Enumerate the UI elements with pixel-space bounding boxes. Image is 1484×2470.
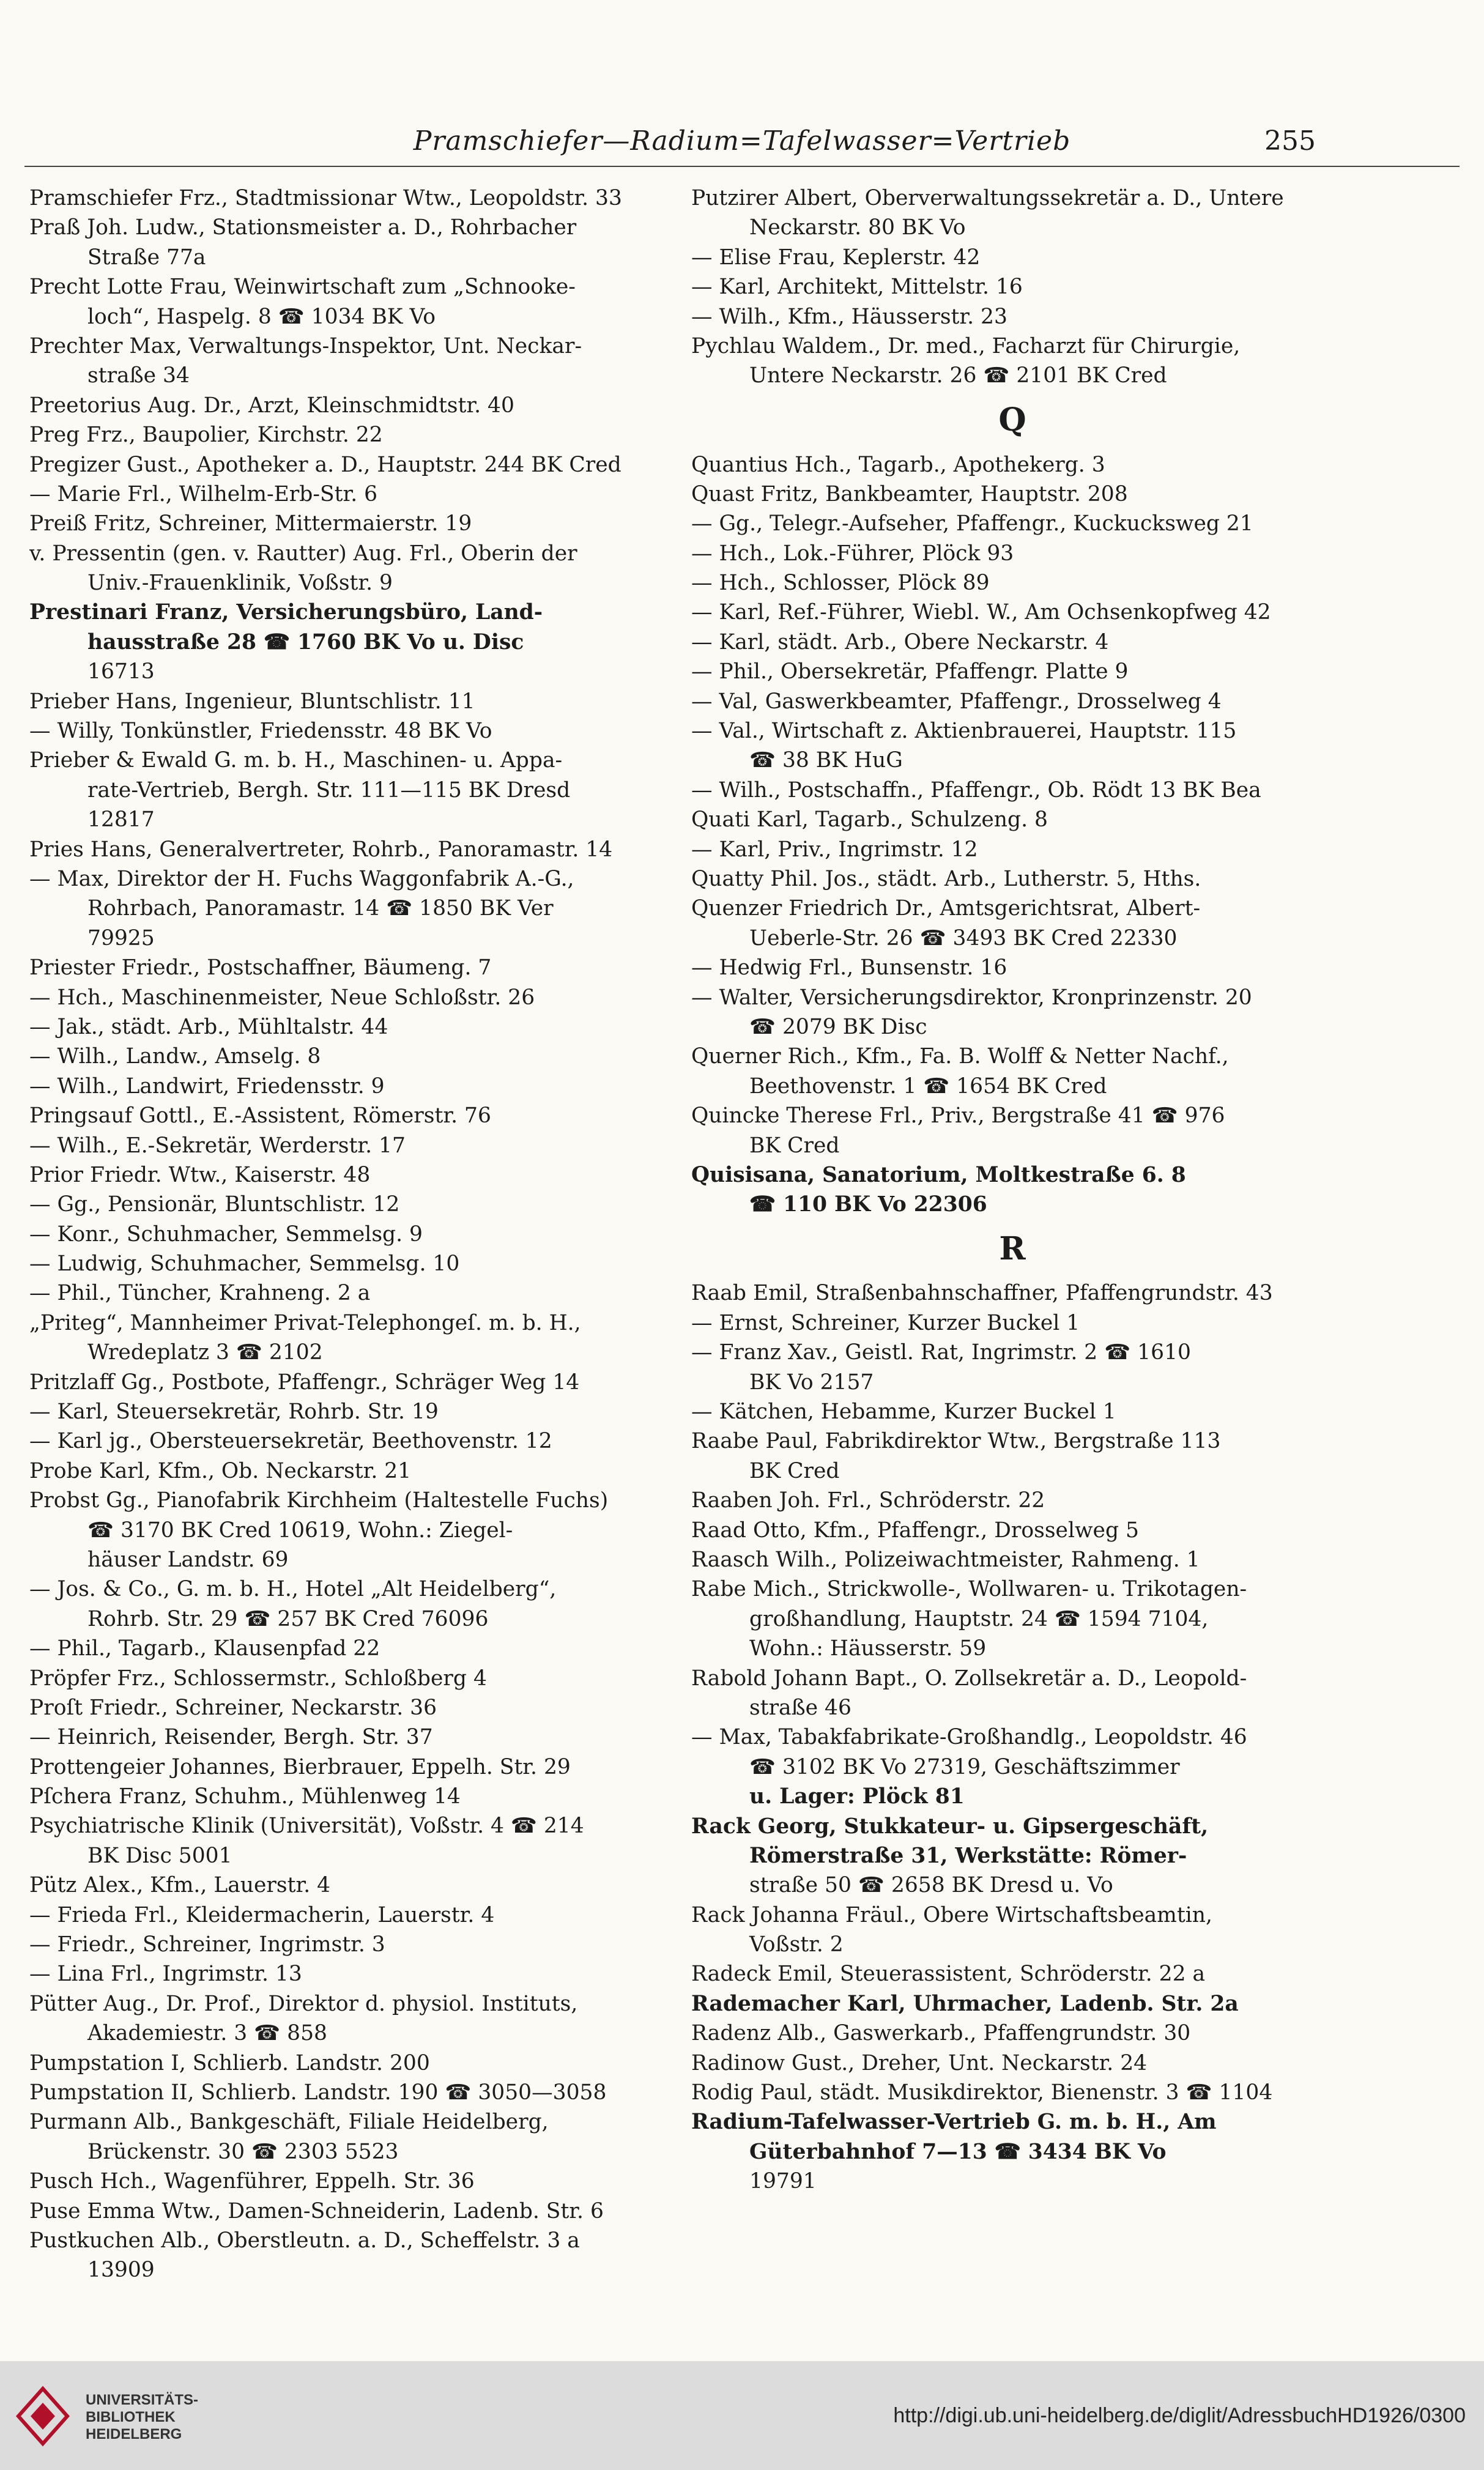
directory-entry-line: rate-Vertrieb, Bergh. Str. 111—115 BK Dresd — [87, 777, 571, 803]
directory-entry-line: Precht Lotte Frau, Weinwirtschaft zum „Schnooke- — [29, 275, 576, 300]
directory-entry-line: Prottengeier Johannes, Bierbrauer, Eppelh. Str. 29 — [29, 1754, 571, 1779]
directory-entry-line: u. Lager: Plöck 81 — [749, 1784, 965, 1809]
directory-entry-line: Ueberle-Str. 26 ☎ 3493 BK Cred 22330 — [749, 925, 1178, 951]
directory-entry-line: Prestinari Franz, Versicherungsbüro, Land- — [29, 600, 543, 625]
directory-entry-line: — Karl, Priv., Ingrimstr. 12 — [691, 837, 978, 862]
directory-entry-line: Pychlau Waldem., Dr. med., Facharzt für Chirurgie, — [691, 333, 1241, 358]
directory-entry-line: Raasch Wilh., Polizeiwachtmeister, Rahmeng. 1 — [691, 1548, 1200, 1572]
directory-entry-line: Radeck Emil, Steuerassistent, Schröderstr. 22 a — [691, 1962, 1206, 1987]
directory-entry-line: Neckarstr. 80 BK Vo — [749, 215, 966, 240]
directory-entry-line: Pritzlaff Gg., Postbote, Pfaffengr., Schräger Weg 14 — [29, 1370, 580, 1395]
directory-entry-line: ☎ 3170 BK Cred 10619, Wohn.: Ziegel- — [87, 1518, 513, 1543]
directory-entry-line: BK Cred — [749, 1458, 840, 1483]
directory-entry-line: Univ.-Frauenklinik, Voßstr. 9 — [87, 571, 393, 596]
directory-entry-line: Brückenstr. 30 ☎ 2303 5523 — [87, 2139, 399, 2164]
directory-entry-line: — Wilh., Landwirt, Friedensstr. 9 — [29, 1074, 385, 1099]
directory-entry-line: — Wilh., Postschaffn., Pfaffengr., Ob. Rödt 13 BK Bea — [691, 777, 1261, 803]
directory-entry-line: 12817 — [87, 807, 155, 833]
directory-entry-line: Pringsauf Gottl., E.-Assistent, Römerstr. 76 — [29, 1103, 491, 1129]
directory-entry-line: Rohrb. Str. 29 ☎ 257 BK Cred 76096 — [87, 1606, 489, 1631]
directory-entry-line: — Gg., Pensionär, Bluntschlistr. 12 — [29, 1192, 400, 1217]
directory-entry-line: — Elise Frau, Keplerstr. 42 — [691, 245, 981, 270]
directory-entry-line: 79925 — [87, 925, 155, 951]
directory-entry-line: häuser Landstr. 69 — [87, 1547, 289, 1572]
directory-entry-line: ☎ 110 BK Vo 22306 — [749, 1192, 987, 1217]
directory-entry-line: — Karl jg., Obersteuersekretär, Beethovenstr. 12 — [29, 1429, 552, 1454]
footer-bar — [0, 2361, 1484, 2470]
directory-entry-line: — Karl, Ref.-Führer, Wiebl. W., Am Ochsenkopfweg 42 — [691, 600, 1271, 625]
directory-entry-line: — Karl, Steuersekretär, Rohrb. Str. 19 — [29, 1400, 439, 1425]
page-number: 255 — [1264, 125, 1316, 157]
directory-entry-line: Rack Johanna Fräul., Obere Wirtschaftsbeamtin, — [691, 1902, 1212, 1927]
directory-entry-line: Probe Karl, Kfm., Ob. Neckarstr. 21 — [29, 1458, 412, 1483]
directory-entry-line: Praß Joh. Ludw., Stationsmeister a. D., Rohrbacher — [29, 215, 577, 240]
directory-entry-line: Purmann Alb., Bankgeschäft, Filiale Heidelberg, — [29, 2110, 549, 2135]
directory-entry-line: großhandlung, Hauptstr. 24 ☎ 1594 7104, — [749, 1606, 1209, 1631]
directory-entry-line: — Jos. & Co., G. m. b. H., Hotel „Alt Heidelberg“, — [29, 1577, 557, 1602]
directory-entry-line: Pumpstation I, Schlierb. Landstr. 200 — [29, 2050, 430, 2075]
directory-entry-line: Raaben Joh. Frl., Schröderstr. 22 — [691, 1488, 1045, 1513]
directory-entry-line: Wohn.: Häusserstr. 59 — [749, 1636, 987, 1661]
directory-entry-line: — Max, Direktor der H. Fuchs Waggonfabrik A.-G., — [29, 866, 574, 891]
directory-entry-line: — Jak., städt. Arb., Mühltalstr. 44 — [29, 1014, 388, 1039]
directory-entry-line: Radenz Alb., Gaswerkarb., Pfaffengrundstr. 30 — [691, 2021, 1191, 2046]
directory-entry-line: Prechter Max, Verwaltungs-Inspektor, Unt. Neckar- — [29, 333, 582, 358]
directory-entry-line: — Gg., Telegr.-Aufseher, Pfaffengr., Kuckucksweg 21 — [691, 511, 1253, 536]
directory-entry-line: Priester Friedr., Postschaffner, Bäumeng. 7 — [29, 955, 492, 981]
directory-entry-line: Proſt Friedr., Schreiner, Neckarstr. 36 — [29, 1695, 437, 1720]
directory-entry-line: Prior Friedr. Wtw., Kaiserstr. 48 — [29, 1162, 371, 1187]
directory-entry-line: Pröpfer Frz., Schlossermstr., Schloßberg 4 — [29, 1666, 487, 1691]
directory-entry-line: Radium-Tafelwasser-Vertrieb G. m. b. H., Am — [691, 2110, 1217, 2135]
directory-entry-line: Quatty Phil. Jos., städt. Arb., Lutherstr. 5, Hths. — [691, 867, 1201, 891]
library-line-2: BIBLIOTHEK — [86, 2409, 176, 2425]
directory-entry-line: Voßstr. 2 — [749, 1932, 844, 1957]
directory-entry-line: straße 46 — [749, 1695, 851, 1720]
directory-entry-line: 16713 — [87, 659, 155, 684]
directory-entry-line: 19791 — [749, 2169, 817, 2194]
directory-entry-line: Rabe Mich., Strickwolle-, Wollwaren- u. Trikotagen- — [691, 1577, 1247, 1602]
directory-entry-line: Römerstraße 31, Werkstätte: Römer- — [749, 1843, 1187, 1868]
directory-entry-line: BK Vo 2157 — [749, 1370, 874, 1395]
directory-entry-line: — Ludwig, Schuhmacher, Semmelsg. 10 — [29, 1252, 460, 1277]
directory-entry-line: Pumpstation II, Schlierb. Landstr. 190 ☎ 3050—3058 — [29, 2080, 607, 2105]
directory-entry-line: Puse Emma Wtw., Damen-Schneiderin, Ladenb. Str. 6 — [29, 2198, 604, 2223]
directory-entry-line: Güterbahnhof 7—13 ☎ 3434 BK Vo — [749, 2139, 1167, 2164]
directory-entry-line: Untere Neckarstr. 26 ☎ 2101 BK Cred — [749, 363, 1167, 388]
directory-entry-line: Quantius Hch., Tagarb., Apothekerg. 3 — [691, 452, 1105, 477]
directory-entry-line: — Ernst, Schreiner, Kurzer Buckel 1 — [691, 1310, 1080, 1335]
directory-entry-line: Radinow Gust., Dreher, Unt. Neckarstr. 24 — [691, 2050, 1148, 2075]
library-line-1: UNIVERSITÄTS- — [86, 2392, 199, 2408]
directory-entry-line: — Wilh., Kfm., Häusserstr. 23 — [691, 304, 1007, 329]
directory-entry-line: — Karl, städt. Arb., Obere Neckarstr. 4 — [691, 629, 1109, 655]
directory-entry-line: Quenzer Friedrich Dr., Amtsgerichtsrat, Albert- — [691, 896, 1201, 921]
directory-entry-line: — Wilh., E.-Sekretär, Werderstr. 17 — [29, 1133, 406, 1158]
directory-entry-line: — Max, Tabakfabrikate-Großhandlg., Leopoldstr. 46 — [691, 1725, 1247, 1750]
section-letter: R — [999, 1229, 1026, 1267]
directory-entry-line: BK Cred — [749, 1133, 840, 1158]
directory-entry-line: Raabe Paul, Fabrikdirektor Wtw., Bergstraße 113 — [691, 1429, 1221, 1454]
directory-entry-line: Rack Georg, Stukkateur- u. Gipsergeschäft, — [691, 1814, 1209, 1839]
directory-entry-line: Pütter Aug., Dr. Prof., Direktor d. physiol. Instituts, — [29, 1991, 578, 2016]
directory-entry-line: Pregizer Gust., Apotheker a. D., Hauptstr. 244 BK Cred — [29, 452, 621, 477]
right-column — [691, 184, 1334, 2197]
directory-entry-line: — Walter, Versicherungsdirektor, Kronprinzenstr. 20 — [691, 985, 1252, 1010]
directory-entry-line: Prieber & Ewald G. m. b. H., Maschinen- u. Appa- — [29, 748, 563, 773]
directory-entry-line: Rohrbach, Panoramastr. 14 ☎ 1850 BK Ver — [87, 896, 554, 921]
directory-entry-line: — Phil., Tüncher, Krahneng. 2 a — [29, 1281, 371, 1306]
directory-entry-line: Psychiatrische Klinik (Universität), Voßstr. 4 ☎ 214 — [29, 1814, 584, 1839]
directory-entry-line: ☎ 2079 BK Disc — [749, 1014, 927, 1039]
directory-entry-line: — Hedwig Frl., Bunsenstr. 16 — [691, 955, 1007, 981]
directory-entry-line: Rabold Johann Bapt., O. Zollsekretär a. D., Leopold- — [691, 1666, 1247, 1691]
directory-entry-line: ☎ 3102 BK Vo 27319, Geschäftszimmer — [749, 1754, 1180, 1779]
source-url[interactable]: http://digi.ub.uni-heidelberg.de/diglit/AdressbuchHD1926/0300 — [893, 2404, 1466, 2427]
directory-entry-line: Pütz Alex., Kfm., Lauerstr. 4 — [29, 1873, 331, 1898]
directory-entry-line: Wredeplatz 3 ☎ 2102 — [87, 1340, 323, 1365]
directory-entry-line: Straße 77a — [87, 245, 206, 270]
directory-entry-line: straße 50 ☎ 2658 BK Dresd u. Vo — [749, 1873, 1113, 1898]
directory-entry-line: — Heinrich, Reisender, Bergh. Str. 37 — [29, 1725, 433, 1750]
directory-entry-line: Pusch Hch., Wagenführer, Eppelh. Str. 36 — [29, 2169, 475, 2194]
directory-entry-line: — Karl, Architekt, Mittelstr. 16 — [691, 275, 1023, 300]
running-title: Pramschiefer—Radium=Tafelwasser=Vertrieb — [413, 125, 1071, 157]
directory-entry-line: „Priteg“, Mannheimer Privat-Telephongeſ. m. b. H., — [29, 1310, 581, 1335]
directory-entry-line: Preiß Fritz, Schreiner, Mittermaierstr. 19 — [29, 511, 472, 536]
directory-entry-line: Pries Hans, Generalvertreter, Rohrb., Panoramastr. 14 — [29, 837, 613, 862]
left-column — [29, 184, 672, 2285]
directory-entry-line: — Hch., Maschinenmeister, Neue Schloßstr. 26 — [29, 985, 535, 1010]
directory-entry-line: — Phil., Obersekretär, Pfaffengr. Platte 9 — [691, 659, 1129, 684]
directory-entry-line: 13909 — [87, 2258, 155, 2283]
library-line-3: HEIDELBERG — [86, 2426, 182, 2442]
directory-entry-line: ☎ 38 BK HuG — [749, 748, 903, 773]
directory-entry-line: Raab Emil, Straßenbahnschaffner, Pfaffengrundstr. 43 — [691, 1281, 1273, 1306]
directory-entry-line: — Frieda Frl., Kleidermacherin, Lauerstr. 4 — [29, 1902, 495, 1927]
library-name — [86, 2392, 198, 2443]
directory-entry-line: Pustkuchen Alb., Oberstleutn. a. D., Scheffelstr. 3 a — [29, 2228, 580, 2253]
directory-entry-line: Beethovenstr. 1 ☎ 1654 BK Cred — [749, 1074, 1107, 1099]
directory-entry-line: — Val, Gaswerkbeamter, Pfaffengr., Drosselweg 4 — [691, 689, 1222, 714]
directory-entry-line: Rodig Paul, städt. Musikdirektor, Bienenstr. 3 ☎ 1104 — [691, 2080, 1273, 2105]
directory-entry-line: loch“, Haspelg. 8 ☎ 1034 BK Vo — [87, 304, 436, 329]
directory-entry-line: Raad Otto, Kfm., Pfaffengr., Drosselweg 5 — [691, 1518, 1139, 1543]
directory-entry-line: hausstraße 28 ☎ 1760 BK Vo u. Disc — [87, 629, 524, 655]
directory-entry-line: Pramschiefer Frz., Stadtmissionar Wtw., Leopoldstr. 33 — [29, 186, 622, 210]
directory-entry-line: — Willy, Tonkünstler, Friedensstr. 48 BK Vo — [29, 719, 492, 744]
directory-entry-line: — Kätchen, Hebamme, Kurzer Buckel 1 — [691, 1400, 1116, 1425]
directory-entry-line: Rademacher Karl, Uhrmacher, Ladenb. Str. 2a — [691, 1991, 1239, 2016]
directory-entry-line: Preetorius Aug. Dr., Arzt, Kleinschmidtstr. 40 — [29, 393, 514, 418]
directory-entry-line: Quincke Therese Frl., Priv., Bergstraße 41 ☎ 976 — [691, 1103, 1225, 1129]
directory-entry-line: — Konr., Schuhmacher, Semmelsg. 9 — [29, 1222, 423, 1247]
directory-entry-line: Akademiestr. 3 ☎ 858 — [87, 2021, 327, 2046]
university-logo-icon — [12, 2386, 73, 2447]
directory-entry-line: Putzirer Albert, Oberverwaltungssekretär a. D., Untere — [691, 186, 1284, 210]
directory-entry-line: Quati Karl, Tagarb., Schulzeng. 8 — [691, 807, 1048, 833]
directory-entry-line: straße 34 — [87, 363, 190, 388]
directory-entry-line: — Val., Wirtschaft z. Aktienbrauerei, Hauptstr. 115 — [691, 719, 1237, 744]
section-letter: Q — [998, 401, 1026, 439]
page-header — [24, 125, 1460, 168]
directory-entry-line: Prieber Hans, Ingenieur, Bluntschlistr. 11 — [29, 689, 475, 714]
directory-entry-line: Querner Rich., Kfm., Fa. B. Wolff & Netter Nachf., — [691, 1044, 1229, 1069]
directory-entry-line: Quast Fritz, Bankbeamter, Hauptstr. 208 — [691, 481, 1128, 506]
directory-entry-line: — Franz Xav., Geistl. Rat, Ingrimstr. 2 ☎ 1610 — [691, 1340, 1191, 1365]
directory-entry-line: Quisisana, Sanatorium, Moltkestraße 6. 8 — [691, 1162, 1186, 1187]
directory-entry-line: v. Pressentin (gen. v. Rautter) Aug. Frl., Oberin der — [29, 541, 577, 566]
directory-entry-line: — Marie Frl., Wilhelm-Erb-Str. 6 — [29, 481, 378, 506]
directory-entry-line: — Wilh., Landw., Amselg. 8 — [29, 1044, 321, 1069]
directory-entry-line: — Phil., Tagarb., Klausenpfad 22 — [29, 1636, 380, 1661]
directory-entry-line: — Hch., Lok.-Führer, Plöck 93 — [691, 541, 1014, 566]
header-rule — [24, 166, 1460, 167]
directory-entry-line: — Hch., Schlosser, Plöck 89 — [691, 571, 990, 596]
directory-entry-line: Preg Frz., Baupolier, Kirchstr. 22 — [29, 423, 383, 448]
directory-entry-line: — Friedr., Schreiner, Ingrimstr. 3 — [29, 1932, 385, 1957]
directory-entry-line: Probst Gg., Pianofabrik Kirchheim (Haltestelle Fuchs) — [29, 1488, 609, 1513]
directory-entry-line: — Lina Frl., Ingrimstr. 13 — [29, 1962, 302, 1987]
directory-entry-line: BK Disc 5001 — [87, 1843, 232, 1868]
directory-entry-line: Pſchera Franz, Schuhm., Mühlenweg 14 — [29, 1784, 461, 1809]
